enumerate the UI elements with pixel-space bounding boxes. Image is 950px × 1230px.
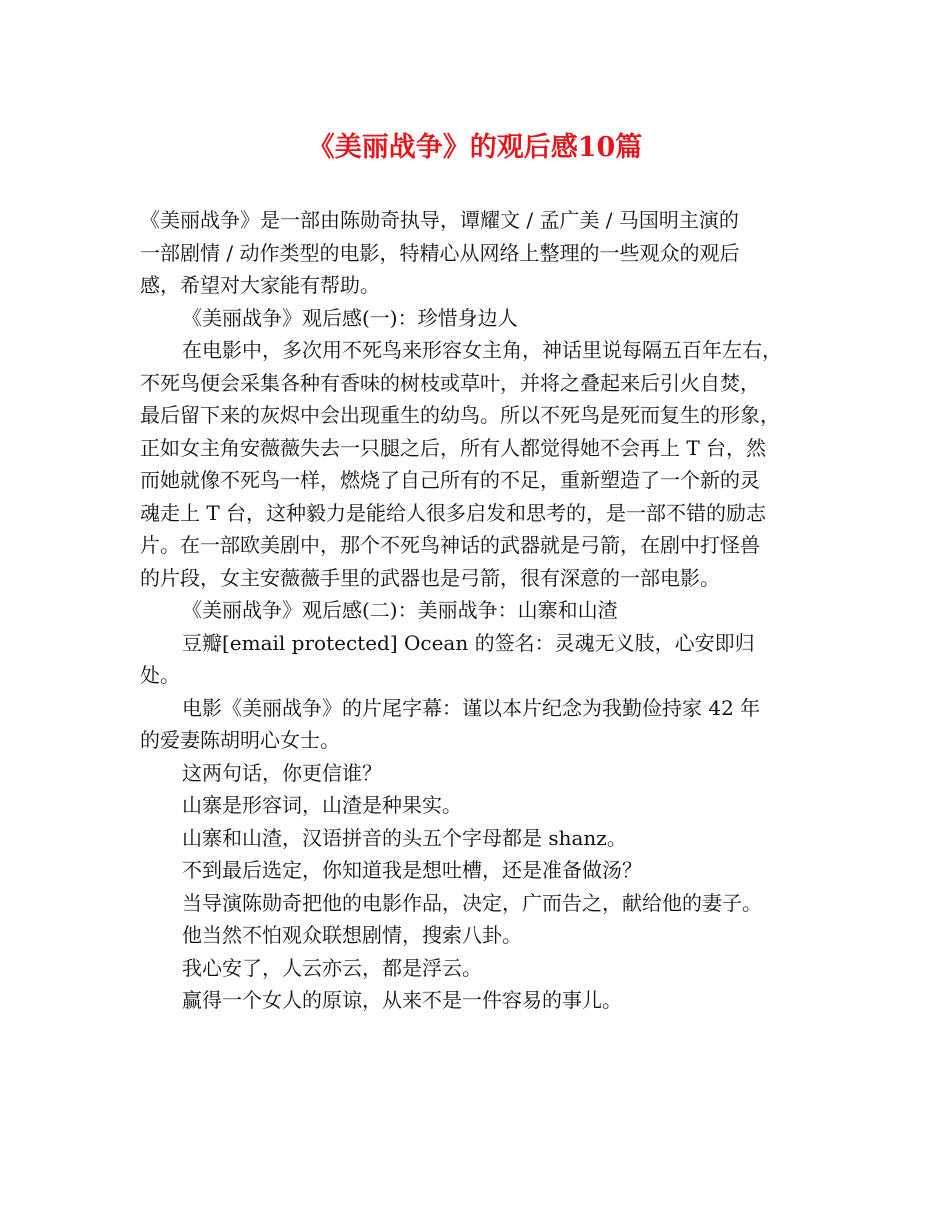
document-body [140, 204, 820, 1017]
text-line: 一部剧情 / 动作类型的电影，特精心从网络上整理的一些观众的观后 [140, 240, 740, 265]
text-line: 赢得一个女人的原谅，从来不是一件容易的事儿。 [182, 988, 622, 1012]
text-line: 这两句话，你更信谁？ [182, 760, 382, 785]
text-line: 最后留下来的灰烬中会出现重生的幼鸟。所以不死鸟是死而复生的形象， [140, 403, 780, 427]
text-line: 当导演陈勋奇把他的电影作品，决定，广而告之，献给他的妻子。 [182, 890, 762, 915]
text-line: 不死鸟便会采集各种有香味的树枝或草叶，并将之叠起来后引火自焚， [140, 370, 760, 395]
text-line: 的爱妻陈胡明心女士。 [140, 728, 340, 752]
text-line: 魂走上 T 台，这种毅力是能给人很多启发和思考的，是一部不错的励志 [140, 500, 767, 525]
text-line: 他当然不怕观众联想剧情，搜索八卦。 [182, 923, 522, 947]
document-title: 《美丽战争》的观后感10篇 [307, 132, 643, 163]
text-line: 山寨和山渣，汉语拼音的头五个字母都是 shanz。 [182, 825, 627, 850]
text-line: 豆瓣[email protected] Ocean 的签名：灵魂无义肢，心安即归 [182, 630, 755, 655]
text-line: 感，希望对大家能有帮助。 [140, 273, 380, 297]
text-line: 处。 [140, 663, 180, 687]
text-line: 的片段，女主安薇薇手里的武器也是弓箭，很有深意的一部电影。 [140, 565, 720, 590]
section-heading-one: 《美丽战争》观后感(一)：珍惜身边人 [182, 305, 518, 330]
text-line: 在电影中，多次用不死鸟来形容女主角，神话里说每隔五百年左右， [182, 338, 782, 362]
text-line: 电影《美丽战争》的片尾字幕：谨以本片纪念为我勤俭持家 42 年 [182, 695, 761, 720]
text-line: 而她就像不死鸟一样，燃烧了自己所有的不足，重新塑造了一个新的灵 [140, 468, 760, 492]
text-line: 《美丽战争》是一部由陈勋奇执导，谭耀文 / 孟广美 / 马国明主演的 [140, 208, 739, 232]
text-line: 不到最后选定，你知道我是想吐槽，还是准备做汤？ [182, 858, 642, 882]
text-line: 正如女主角安薇薇失去一只腿之后，所有人都觉得她不会再上 T 台，然 [140, 435, 767, 460]
section-heading-two: 《美丽战争》观后感(二)：美丽战争：山寨和山渣 [182, 598, 618, 622]
text-line: 我心安了，人云亦云，都是浮云。 [182, 955, 482, 980]
text-line: 山寨是形容词，山渣是种果实。 [182, 793, 462, 817]
text-line: 片。在一部欧美剧中，那个不死鸟神话的武器就是弓箭，在剧中打怪兽 [140, 533, 760, 557]
